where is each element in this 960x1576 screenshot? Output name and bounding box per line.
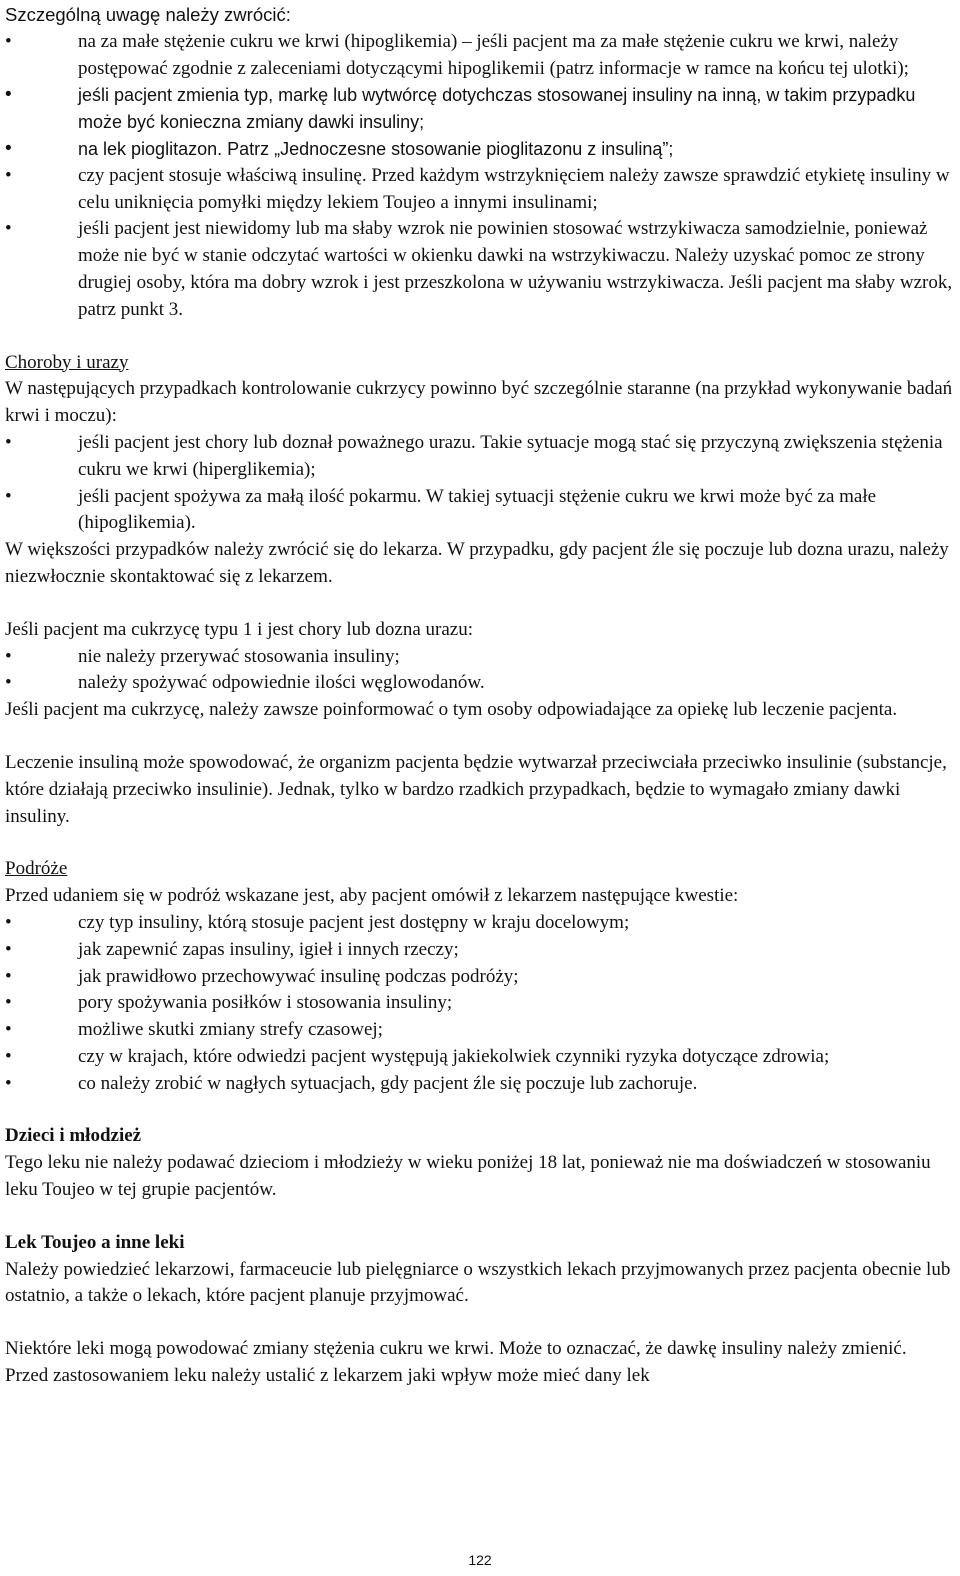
antibodies-paragraph: Leczenie insuliną może spowodować, że organizm pacjenta będzie wytwarzał przeciwciała przeciwko insulinie (substancje, które działają przeciwko insulinie). Jednak, tylko w bardzo rzadkich przypadkach, będzie to wymagało zmiany dawki insuliny. xyxy=(5,751,947,827)
list-item: • na lek pioglitazon. Patrz „Jednoczesne stosowanie pioglitazonu z insuliną”; xyxy=(5,136,953,163)
list-item: • czy typ insuliny, którą stosuje pacjent jest dostępny w kraju docelowym; xyxy=(5,910,953,937)
illness-outro: W większości przypadków należy zwrócić się do lekarza. W przypadku, gdy pacjent źle się poczuje lub dozna urazu, należy niezwłocznie skontaktować się z lekarzem. xyxy=(5,539,949,587)
intro-heading: Szczególną uwagę należy zwrócić: xyxy=(5,4,291,25)
list-item: • jak prawidłowo przechowywać insulinę podczas podróży; xyxy=(5,964,953,991)
document-page xyxy=(5,2,953,1390)
list-item: • jeśli pacjent spożywa za małą ilość pokarmu. W takiej sytuacji stężenie cukru we krwi może być za małe (hipoglikemia). xyxy=(5,484,953,538)
other-meds-paragraph-1: Należy powiedzieć lekarzowi, farmaceucie lub pielęgniarce o wszystkich lekach przyjmowanych przez pacjenta obecnie lub ostatnio, a także o lekach, które pacjent planuje przyjmować. xyxy=(5,1258,951,1307)
section-heading-illness: Choroby i urazy xyxy=(5,351,129,373)
type1-bullet-list xyxy=(5,644,953,698)
list-item: • pory spożywania posiłków i stosowania insuliny; xyxy=(5,990,953,1017)
list-item: • czy pacjent stosuje właściwą insulinę. Przed każdym wstrzyknięciem należy zawsze sprawdzić etykietę insuliny w celu uniknięcia pomyłki między lekiem Toujeo a innymi insulinami; xyxy=(5,163,953,217)
list-item: • należy spożywać odpowiednie ilości węglowodanów. xyxy=(5,670,953,697)
list-item: • jeśli pacjent jest niewidomy lub ma słaby wzrok nie powinien stosować wstrzykiwacza samodzielnie, ponieważ może nie być w stanie odczytać wartości w okienku dawki na wstrzykiwaczu. Należy uzyskać pomoc ze strony drugiej osoby, która ma dobry wzrok i jest przeszkolona w używaniu wstrzykiwacza. Jeśli pacjent ma słaby wzrok, patrz punkt 3. xyxy=(5,216,953,323)
list-item: • nie należy przerywać stosowania insuliny; xyxy=(5,644,953,671)
travel-bullet-list xyxy=(5,910,953,1098)
type1-outro: Jeśli pacjent ma cukrzycę, należy zawsze poinformować o tym osoby odpowiadające za opiekę lub leczenie pacjenta. xyxy=(5,699,898,721)
list-item: • na za małe stężenie cukru we krwi (hipoglikemia) – jeśli pacjent ma za małe stężenie cukru we krwi, należy postępować zgodnie z zaleceniami dotyczącymi hipoglikemii (patrz informacje w ramce na końcu tej ulotki); xyxy=(5,29,953,83)
travel-intro: Przed udaniem się w podróż wskazane jest, aby pacjent omówił z lekarzem następujące kwestie: xyxy=(5,885,739,907)
list-item: • jeśli pacjent jest chory lub doznał poważnego urazu. Takie sytuacje mogą stać się przyczyną zwiększenia stężenia cukru we krwi (hiperglikemia); xyxy=(5,430,953,484)
list-item: • czy w krajach, które odwiedzi pacjent występują jakiekolwiek czynniki ryzyka dotyczące zdrowia; xyxy=(5,1044,953,1071)
section-heading-travel: Podróże xyxy=(5,858,68,880)
list-item: • możliwe skutki zmiany strefy czasowej; xyxy=(5,1017,953,1044)
section-heading-other-meds: Lek Toujeo a inne leki xyxy=(5,1231,185,1253)
illness-intro: W następujących przypadkach kontrolowanie cukrzycy powinno być szczególnie staranne (na przykład wykonywanie badań krwi i moczu): xyxy=(5,378,953,427)
intro-bullet-list xyxy=(5,29,953,324)
list-item: • jeśli pacjent zmienia typ, markę lub wytwórcę dotychczas stosowanej insuliny na inną, w takim przypadku może być konieczna zmiany dawki insuliny; xyxy=(5,82,953,136)
type1-intro: Jeśli pacjent ma cukrzycę typu 1 i jest chory lub dozna urazu: xyxy=(5,618,473,640)
children-paragraph: Tego leku nie należy podawać dzieciom i młodzieży w wieku poniżej 18 lat, ponieważ nie ma doświadczeń w stosowaniu leku Toujeo w tej grupie pacjentów. xyxy=(5,1152,931,1201)
list-item: • co należy zrobić w nagłych sytuacjach, gdy pacjent źle się poczuje lub zachoruje. xyxy=(5,1071,953,1098)
page-number: 122 xyxy=(468,1552,492,1568)
list-item: • jak zapewnić zapas insuliny, igieł i innych rzeczy; xyxy=(5,937,953,964)
other-meds-paragraph-2: Niektóre leki mogą powodować zmiany stężenia cukru we krwi. Może to oznaczać, że dawkę insuliny należy zmienić. Przed zastosowaniem leku należy ustalić z lekarzem jaki wpływ może mieć dany lek xyxy=(5,1338,907,1387)
illness-bullet-list xyxy=(5,430,953,537)
section-heading-children: Dzieci i młodzież xyxy=(5,1125,142,1147)
